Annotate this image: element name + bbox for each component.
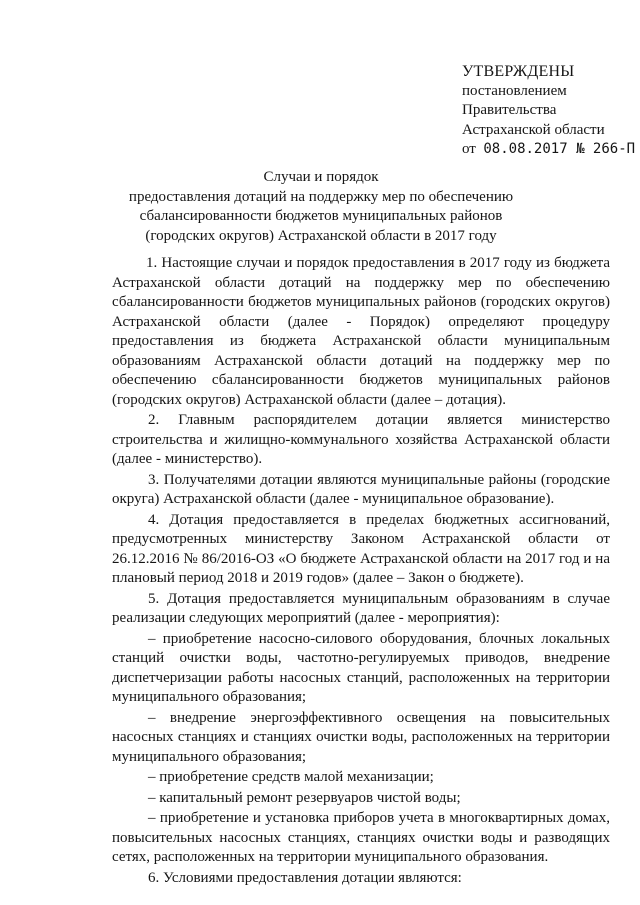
paragraph-3: 3. Получателями дотации являются муниципальные районы (городские округа) Астраханской области (далее - муниципальное образование). [112,471,610,507]
approval-date-line [462,140,640,160]
approval-date-prefix: от [462,141,476,157]
list-item-pump-equipment: – приобретение насосно-силового оборудования, блочных локальных станций очистки воды, частотно-регулируемых приводов, внедрение диспетчеризации работы насосных станций, расположенных на территории муниципального образования; [112,630,610,705]
list-item-meters: – приобретение и установка приборов учета в многоквартирных домах, повысительных насосных станциях, станциях очистки воды и разводящих сетях, расположенных на территории муниципального образования. [112,810,610,865]
paragraph-1: 1. Настоящие случаи и порядок предоставления в 2017 году из бюджета Астраханской области дотаций на поддержку мер по обеспечению сбалансированности бюджетов муниципальных районов (городских округов) Астраханской области (далее - Порядок) определяют процедуру предоставления из бюджета Астраханской области муниципальным образованиям Астраханской области дотаций на поддержку мер по обеспечению сбалансированности бюджетов муниципальных районов (городских округов) Астраханской области (далее – дотация). [112,255,610,408]
approval-date-value: 08.08.2017 № 266-П [483,141,636,157]
approval-stamp [462,62,640,160]
approval-line-2: Правительства [462,102,557,118]
list-item-lighting: – внедрение энергоэффективного освещения на повысительных насосных станциях и станциях очистки воды, расположенных на территории муниципального образования; [112,709,610,765]
paragraph-4: 4. Дотация предоставляется в пределах бюджетных ассигнований, предусмотренных министерству Законом Астраханской области от 26.12.2016 № 86/2016-ОЗ «О бюджете Астраханской области на 2017 год и на плановый период 2018 и 2019 годов» (далее – Закон о бюджете). [112,511,610,586]
list-item-reservoir-repair: – капитальный ремонт резервуаров чистой воды; [148,789,461,806]
paragraph-5: 5. Дотация предоставляется муниципальным образованиям в случае реализации следующих мероприятий (далее - мероприятия): [112,590,610,626]
document-title-line-2: предоставления дотаций на поддержку мер по обеспечению сбалансированности бюджетов муниципальных районов (городских округов) Астраханской области в 2017 году [128,188,514,244]
list-item-mechanization: – приобретение средств малой механизации; [148,769,434,785]
paragraph-6: 6. Условиями предоставления дотации являются: [148,869,462,886]
paragraph-2: 2. Главным распорядителем дотации является министерство строительства и жилищно-коммунального хозяйства Астраханской области (далее - министерство). [112,412,610,467]
document-title [108,168,534,246]
approval-heading: УТВЕРЖДЕНЫ [462,63,575,80]
document-title-line-1: Случаи и порядок [263,169,379,185]
approval-line-1: постановлением [462,82,567,99]
approval-line-3: Астраханской области [462,121,605,138]
document-body [112,254,610,888]
